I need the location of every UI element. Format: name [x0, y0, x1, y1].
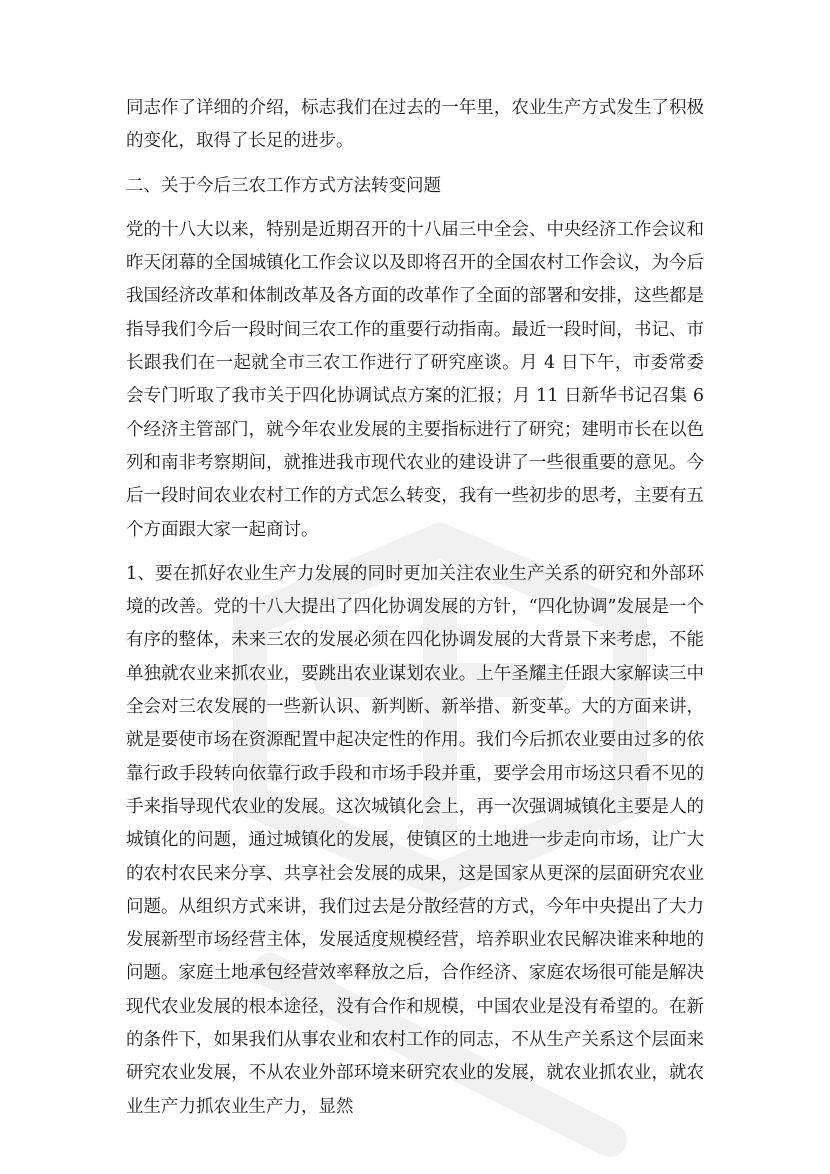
paragraph-background: 党的十八大以来，特别是近期召开的十八届三中全会、中央经济工作会议和昨天闭幕的全国城镇化工作会议以及即将召开的全国农村工作会议，为今后我国经济改革和体制改革及各方面的改革作了全面的部署和安排，这些都是指导我们今后一段时间三农工作的重要行动指南。最近一段时间，书记、市长跟我们在一起就全市三农工作进行了研究座谈。月 4 日下午，市委常委会专门听取了我市关于四化协调试点方案的汇报；月 11 日新华书记召集 6 个经济主管部门，就今年农业发展的主要指标进行了研究；建明市长在以色列和南非考察期间，就推进我市现代农业的建设讲了一些很重要的意见。今后一段时间农业农村工作的方式怎么转变，我有一些初步的思考，主要有五个方面跟大家一起商讨。	[126, 219, 704, 540]
paragraph-point-one: 1、要在抓好农业生产力发展的同时更加关注农业生产关系的研究和外部环境的改善。党的十八大提出了四化协调发展的方针，“四化协调”发展是一个有序的整体，未来三农的发展必须在四化协调发展的大背景下来考虑，不能单独就农业来抓农业，要跳出农业谋划农业。上午圣耀主任跟大家解读三中全会对三农发展的一些新认识、新判断、新举措、新变革。大的方面来讲，就是要使市场在资源配置中起决定性的作用。我们今后抓农业要由过多的依靠行政手段转向依靠行政手段和市场手段并重，要学会用市场这只看不见的手来指导现代农业的发展。这次城镇化会上，再一次强调城镇化主要是人的城镇化的问题，通过城镇化的发展，使镇区的土地进一步走向市场，让广大的农村农民来分享、共享社会发展的成果，这是国家从更深的层面研究农业问题。从组织方式来讲，我们过去是分散经营的方式，今年中央提出了大力发展新型市场经营主体，发展适度规模经营，培养职业农民解决谁来种地的问题。家庭土地承包经营效率释放之后，合作经济、家庭农场很可能是解决现代农业发展的根本途径，没有合作和规模，中国农业是没有希望的。在新的条件下，如果我们从事农业和农村工作的同志，不从生产关系这个层面来研究农业发展，不从农业外部环境来研究农业的发展，就农业抓农业，就农业生产力抓农业生产力，显然	[126, 563, 704, 1117]
document-body	[126, 92, 704, 1124]
paragraph-intro-continuation: 同志作了详细的介绍，标志我们在过去的一年里，农业生产方式发生了积极的变化，取得了长足的进步。	[126, 98, 704, 152]
section-heading: 二、关于今后三农工作方式方法转变问题	[126, 175, 441, 196]
